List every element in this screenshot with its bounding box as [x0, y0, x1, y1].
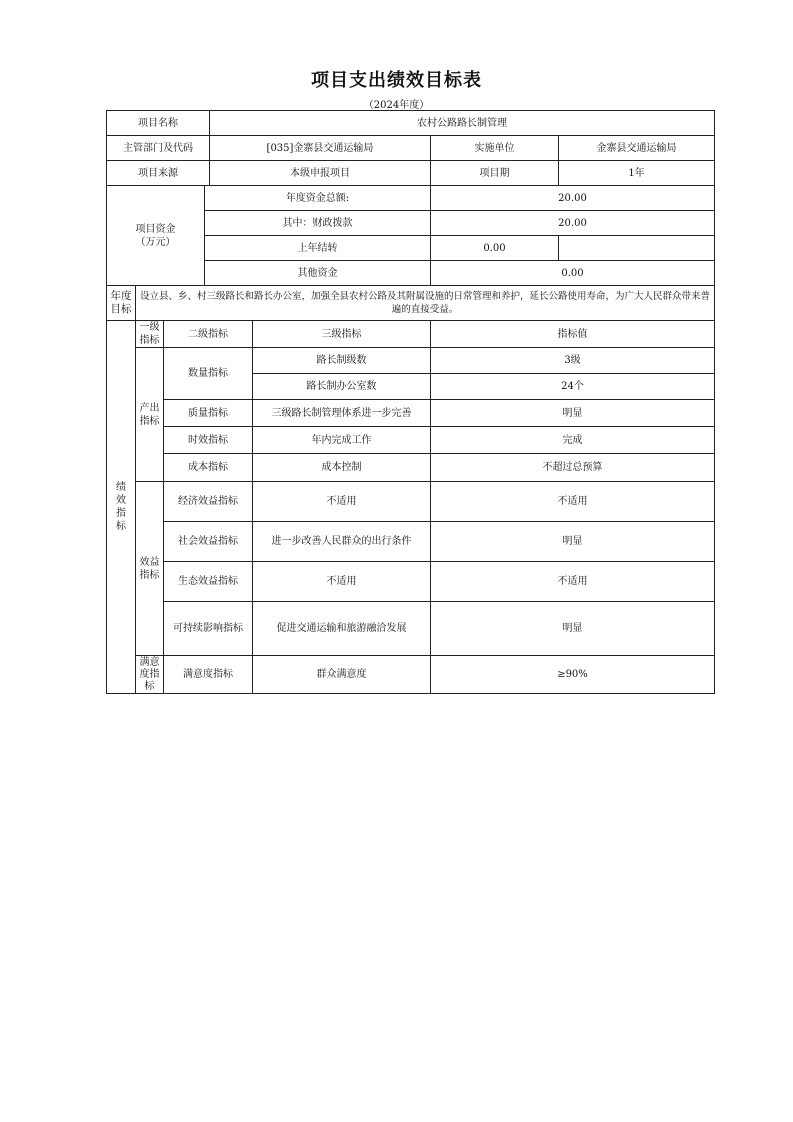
satisfaction-indicators-label: 满意 度指 标 — [136, 656, 164, 694]
table-row — [107, 427, 715, 454]
funds-total-label: 年度资金总额: — [205, 186, 431, 211]
indicator-name: 成本控制 — [253, 454, 431, 482]
implementing-unit-value: 金寨县交通运输局 — [559, 136, 715, 161]
indicator-name: 进一步改善人民群众的出行条件 — [253, 522, 431, 562]
table-row — [107, 482, 715, 522]
indicator-value: 24个 — [431, 374, 715, 400]
funds-fiscal-value: 20.00 — [431, 211, 715, 236]
fiscal-year: （2024年度） — [363, 100, 430, 111]
department-row — [107, 136, 715, 161]
level3-header: 三级指标 — [253, 321, 431, 348]
indicator-value: 完成 — [431, 427, 715, 454]
indicator-value: 明显 — [431, 522, 715, 562]
quality-indicator-label: 质量指标 — [164, 400, 253, 427]
indicator-value: 不适用 — [431, 562, 715, 602]
indicator-name: 不适用 — [253, 482, 431, 522]
indicator-name: 促进交通运输和旅游融洽发展 — [253, 602, 431, 656]
table-row — [107, 562, 715, 602]
table-row — [107, 656, 715, 694]
annual-goal-row — [107, 286, 715, 321]
table-row — [107, 602, 715, 656]
indicator-value: 不超过总预算 — [431, 454, 715, 482]
project-name-label: 项目名称 — [107, 111, 210, 136]
source-value: 本级申报项目 — [210, 161, 431, 186]
department-label: 主管部门及代码 — [107, 136, 210, 161]
indicator-name: 三级路长制管理体系进一步完善 — [253, 400, 431, 427]
indicator-value: 不适用 — [431, 482, 715, 522]
project-name-row — [107, 111, 715, 136]
cost-indicator-label: 成本指标 — [164, 454, 253, 482]
quantity-indicator-label: 数量指标 — [164, 348, 253, 400]
sustainable-indicator-label: 可持续影响指标 — [164, 602, 253, 656]
performance-table — [106, 110, 715, 694]
indicator-value: 明显 — [431, 602, 715, 656]
funds-total-row — [107, 186, 715, 211]
table-row — [107, 454, 715, 482]
source-label: 项目来源 — [107, 161, 210, 186]
indicator-value: ≥90% — [431, 656, 715, 694]
economic-indicator-label: 经济效益指标 — [164, 482, 253, 522]
indicator-name: 群众满意度 — [253, 656, 431, 694]
table-row — [107, 400, 715, 427]
indicator-value: 明显 — [431, 400, 715, 427]
funds-carryover-value: 0.00 — [431, 236, 559, 261]
social-indicator-label: 社会效益指标 — [164, 522, 253, 562]
level2-header: 二级指标 — [164, 321, 253, 348]
implementing-unit-label: 实施单位 — [431, 136, 559, 161]
level1-header: 一级 指标 — [136, 321, 164, 348]
indicator-header-row — [107, 321, 715, 348]
table-row — [107, 522, 715, 562]
period-label: 项目期 — [431, 161, 559, 186]
timeliness-indicator-label: 时效指标 — [164, 427, 253, 454]
indicator-value: 3级 — [431, 348, 715, 374]
funds-other-label: 其他资金 — [205, 261, 431, 286]
output-indicators-label: 产出 指标 — [136, 348, 164, 482]
funds-label: 项目资金 （万元） — [107, 186, 205, 286]
period-value: 1年 — [559, 161, 715, 186]
funds-other-value: 0.00 — [431, 261, 715, 286]
table-row — [107, 348, 715, 374]
annual-goal-label: 年度 目标 — [107, 286, 136, 321]
project-name-value: 农村公路路长制管理 — [210, 111, 715, 136]
ecological-indicator-label: 生态效益指标 — [164, 562, 253, 602]
benefit-indicators-label: 效益 指标 — [136, 482, 164, 656]
funds-fiscal-label: 其中：财政拨款 — [205, 211, 431, 236]
performance-indicators-label: 绩 效 指 标 — [107, 321, 136, 694]
indicator-name: 路长制级数 — [253, 348, 431, 374]
funds-carryover-empty — [559, 236, 715, 261]
indicator-name: 不适用 — [253, 562, 431, 602]
page-title: 项目支出绩效目标表 — [311, 70, 482, 91]
value-header: 指标值 — [431, 321, 715, 348]
department-value: [035]金寨县交通运输局 — [210, 136, 431, 161]
funds-total-value: 20.00 — [431, 186, 715, 211]
indicator-name: 路长制办公室数 — [253, 374, 431, 400]
source-row — [107, 161, 715, 186]
satisfaction-indicator-label: 满意度指标 — [164, 656, 253, 694]
funds-carryover-label: 上年结转 — [205, 236, 431, 261]
annual-goal-text: 设立县、乡、村三级路长和路长办公室，加强全县农村公路及其附属设施的日常管理和养护，延长公路使用寿命，为广大人民群众带来普遍的直接受益。 — [136, 286, 715, 321]
indicator-name: 年内完成工作 — [253, 427, 431, 454]
